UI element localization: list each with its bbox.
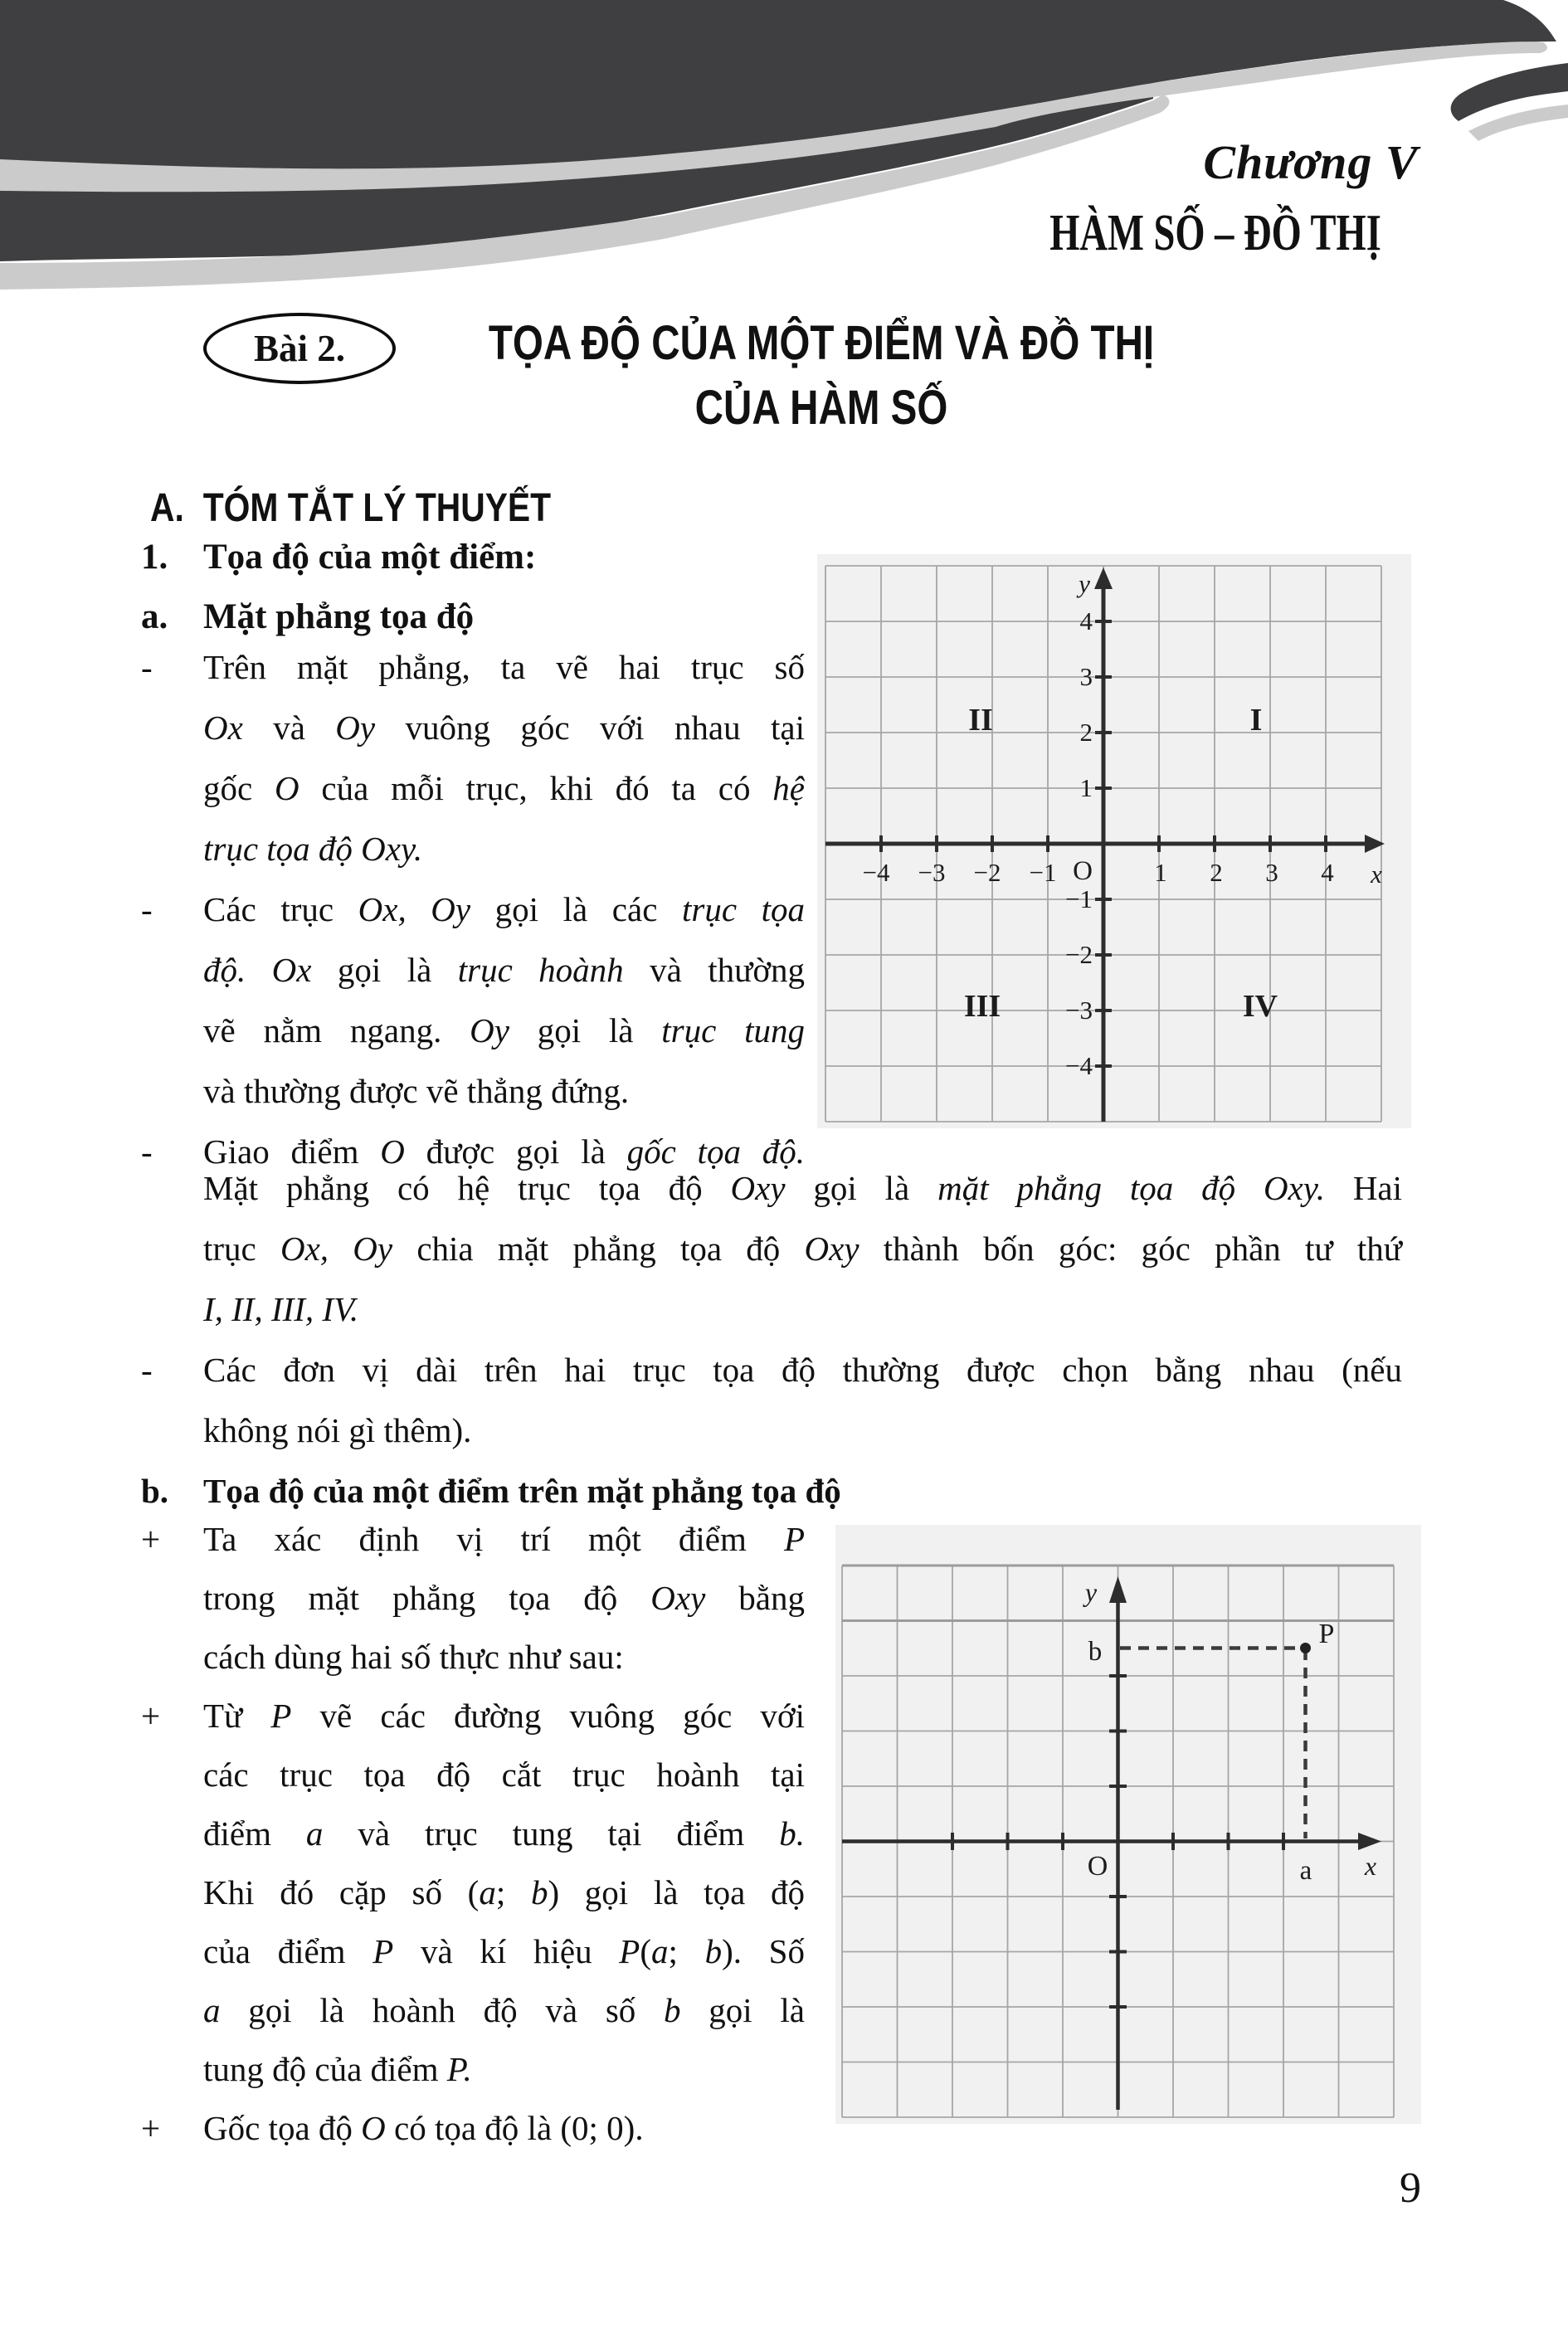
text-segment: Ox, Oy: [358, 890, 471, 928]
text-segment: Ox: [271, 951, 312, 989]
text-block-full-width: [141, 1158, 1402, 1522]
text-segment: ;: [495, 1873, 531, 1911]
text-segment: và thường được vẽ thẳng đứng.: [203, 1072, 630, 1110]
text-segment: của điểm: [203, 1932, 373, 1970]
text-line: [203, 819, 805, 879]
text-segment: a: [203, 1991, 221, 2029]
text-segment: [246, 951, 271, 989]
text-segment: gọi là hoành độ và số: [220, 1991, 665, 2029]
text-segment: gọi là: [311, 951, 458, 989]
text-segment: Gốc tọa độ: [203, 2109, 362, 2147]
list-marker: -: [141, 1351, 153, 1389]
text-segment: mặt phẳng tọa độ Oxy.: [937, 1169, 1325, 1207]
text-segment: Oxy: [650, 1579, 706, 1617]
subheading-marker: 1.: [141, 538, 168, 577]
text-segment: trục: [203, 1230, 280, 1268]
x-tick-label: 2: [1210, 858, 1223, 887]
text-line: [203, 1981, 805, 2040]
text-segment: a: [479, 1873, 496, 1911]
text-segment: vẽ nằm ngang.: [203, 1011, 470, 1049]
text-line: [203, 698, 805, 758]
ordinate-label: b: [1088, 1637, 1103, 1667]
text-segment: Trên mặt phẳng, ta vẽ hai trục số: [203, 648, 805, 686]
text-line: [141, 879, 805, 940]
text-segment: Ta xác định vị trí một điểm: [203, 1520, 784, 1558]
abscissa-label: a: [1299, 1856, 1312, 1886]
text-segment: Từ: [203, 1697, 271, 1735]
text-segment: Tọa độ của một điểm trên mặt phẳng tọa độ: [203, 1472, 841, 1510]
text-segment: điểm: [203, 1814, 306, 1853]
y-tick-label: 3: [1079, 662, 1093, 691]
text-segment: b.: [779, 1814, 805, 1853]
list-marker: +: [141, 1520, 161, 1558]
y-axis-label: y: [1079, 569, 1090, 598]
text-segment: O: [361, 2109, 386, 2147]
text-segment: gọi là: [509, 1011, 662, 1049]
text-segment: tung độ của điểm: [203, 2050, 447, 2088]
text-segment: của mỗi trục, khi đó ta có: [299, 769, 773, 807]
text-segment: gốc tọa độ.: [626, 1132, 805, 1171]
text-segment: P: [619, 1932, 640, 1970]
text-segment: I, II, III, IV.: [203, 1290, 359, 1328]
figure-coordinate-plane-quadrants: [817, 554, 1411, 1128]
text-segment: gốc: [203, 769, 275, 807]
list-marker: -: [141, 1132, 153, 1171]
x-axis-label: x: [1364, 1851, 1377, 1881]
text-segment: độ.: [203, 951, 246, 989]
text-segment: b: [664, 1991, 681, 2029]
text-segment: có tọa độ là (0; 0).: [385, 2109, 644, 2147]
text-line: [203, 2040, 805, 2099]
x-axis-label: x: [1371, 859, 1382, 889]
text-line: [203, 1569, 805, 1628]
text-segment: a: [305, 1814, 324, 1853]
figure-point-coordinates: [835, 1525, 1421, 2124]
x-tick-label: 4: [1321, 858, 1334, 887]
text-segment: gọi là: [785, 1169, 938, 1207]
text-segment: hệ: [772, 769, 805, 807]
y-tick-label: −3: [1065, 996, 1093, 1025]
lesson-title-line1: TỌA ĐỘ CỦA MỘT ĐIỂM VÀ ĐỒ THỊ: [488, 316, 1155, 370]
quadrant-label-1: I: [1249, 703, 1263, 738]
text-segment: a: [650, 1932, 669, 1970]
y-tick-label: 4: [1079, 606, 1093, 635]
text-segment: gọi là các: [470, 890, 682, 928]
text-segment: O: [380, 1132, 405, 1171]
text-segment: (: [640, 1932, 651, 1970]
section-label: TÓM TẮT LÝ THUYẾT: [202, 486, 552, 530]
text-segment: các trục tọa độ cắt trục hoành tại: [203, 1755, 805, 1794]
text-line: [141, 1340, 1402, 1400]
text-segment: Hai: [1324, 1169, 1403, 1207]
subheading-label: Tọa độ của một điểm:: [203, 538, 537, 577]
y-axis-label: y: [1084, 1577, 1098, 1607]
figure-panel: [817, 554, 1411, 1128]
text-segment: P: [270, 1697, 292, 1735]
list-marker: -: [141, 890, 153, 928]
text-segment: cách dùng hai số thực như sau:: [203, 1638, 624, 1676]
list-marker: b.: [141, 1472, 169, 1510]
point-p-dot: [1300, 1643, 1311, 1653]
text-line: [141, 1510, 805, 1569]
y-tick-label: −1: [1065, 884, 1093, 913]
figure-panel: [835, 1525, 1421, 2124]
text-segment: P.: [446, 2050, 472, 2088]
text-segment: Giao điểm: [203, 1132, 381, 1171]
text-segment: và trục tung tại điểm: [323, 1814, 780, 1853]
text-line: [141, 637, 805, 698]
text-line: [203, 758, 805, 819]
text-line: [203, 1219, 1402, 1279]
section-heading-a: [150, 486, 551, 531]
text-segment: b: [530, 1873, 548, 1911]
section-marker: A.: [150, 486, 184, 530]
text-line: [203, 1863, 805, 1922]
text-segment: gọi là: [680, 1991, 805, 2029]
text-line: [203, 1001, 805, 1061]
list-marker: +: [141, 1697, 161, 1735]
text-segment: Oxy: [804, 1230, 859, 1268]
text-segment: Các trục: [203, 890, 358, 928]
swoosh-hook-light: [1468, 105, 1568, 141]
text-segment: ). Số: [722, 1932, 805, 1970]
text-segment: trục tọa: [681, 890, 805, 928]
text-segment: thành bốn góc: góc phần tư thứ: [859, 1230, 1402, 1268]
list-marker: +: [141, 2109, 161, 2147]
quadrant-label-3: III: [963, 989, 1001, 1024]
text-segment: Mặt phẳng có hệ trục tọa độ: [203, 1169, 731, 1207]
text-line: [203, 1804, 805, 1863]
text-segment: và kí hiệu: [393, 1932, 620, 1970]
text-segment: Các đơn vị dài trên hai trục tọa độ thường được chọn bằng nhau (nếu: [203, 1351, 1402, 1389]
text-segment: vuông góc với nhau tại: [375, 709, 805, 747]
text-segment: trục tung: [661, 1011, 806, 1049]
subheading-marker: a.: [141, 597, 168, 636]
text-line: [203, 1922, 805, 1981]
list-marker: -: [141, 648, 153, 686]
text-line: [141, 2099, 805, 2158]
text-column-1: [141, 637, 805, 1182]
text-segment: Oy: [335, 709, 376, 747]
text-segment: Oy: [470, 1011, 509, 1049]
text-line: [203, 940, 805, 1001]
x-tick-label: −4: [862, 858, 890, 887]
text-line: [203, 1746, 805, 1804]
text-line: [203, 1628, 805, 1687]
x-tick-label: 3: [1265, 858, 1278, 887]
point-label: P: [1318, 1619, 1335, 1649]
y-tick-label: −4: [1065, 1051, 1093, 1080]
text-segment: P: [783, 1520, 805, 1558]
x-tick-label: −3: [918, 858, 946, 887]
text-segment: vẽ các đường vuông góc với: [291, 1697, 805, 1735]
y-tick-label: −2: [1065, 940, 1093, 969]
x-tick-label: −2: [973, 858, 1001, 887]
text-line: [203, 1061, 805, 1122]
text-segment: ;: [668, 1932, 705, 1970]
x-tick-label: −1: [1029, 858, 1057, 887]
text-column-2: [141, 1510, 805, 2158]
lesson-badge-text: Bài 2.: [253, 328, 346, 369]
text-segment: b: [704, 1932, 723, 1970]
quadrant-label-2: II: [968, 703, 993, 738]
text-segment: Oxy: [730, 1169, 786, 1207]
chapter-title: HÀM SỐ – ĐỒ THỊ: [1049, 205, 1381, 261]
text-line: [203, 1400, 1402, 1461]
text-segment: không nói gì thêm).: [203, 1411, 472, 1449]
text-segment: bằng: [705, 1579, 806, 1617]
x-tick-label: 1: [1154, 858, 1167, 887]
text-segment: và: [242, 709, 336, 747]
text-segment: Ox, Oy: [280, 1230, 393, 1268]
page-number: 9: [1400, 2165, 1421, 2212]
text-line: [141, 1687, 805, 1746]
origin-label: O: [1073, 856, 1093, 886]
text-segment: O: [275, 769, 299, 807]
text-segment: chia mặt phẳng tọa độ: [392, 1230, 805, 1268]
y-tick-label: 2: [1079, 718, 1093, 747]
subheading-label: Mặt phẳng tọa độ: [203, 597, 475, 636]
origin-label: O: [1087, 1851, 1108, 1882]
text-segment: trục tọa độ Oxy.: [203, 830, 423, 868]
text-segment: và thường: [623, 951, 806, 989]
y-tick-label: 1: [1079, 773, 1093, 802]
text-segment: ) gọi là tọa độ: [548, 1873, 805, 1911]
quadrant-label-4: IV: [1242, 989, 1278, 1024]
lesson-title-line2: CỦA HÀM SỐ: [694, 381, 948, 435]
text-segment: Khi đó cặp số (: [203, 1873, 480, 1911]
text-segment: trục hoành: [457, 951, 624, 989]
chapter-label: Chương V: [1203, 135, 1419, 189]
text-segment: được gọi là: [404, 1132, 627, 1171]
text-segment: trong mặt phẳng tọa độ: [203, 1579, 651, 1617]
text-line: [203, 1279, 1402, 1340]
text-line: [203, 1158, 1402, 1219]
text-segment: Ox: [203, 709, 243, 747]
text-segment: P: [373, 1932, 394, 1970]
